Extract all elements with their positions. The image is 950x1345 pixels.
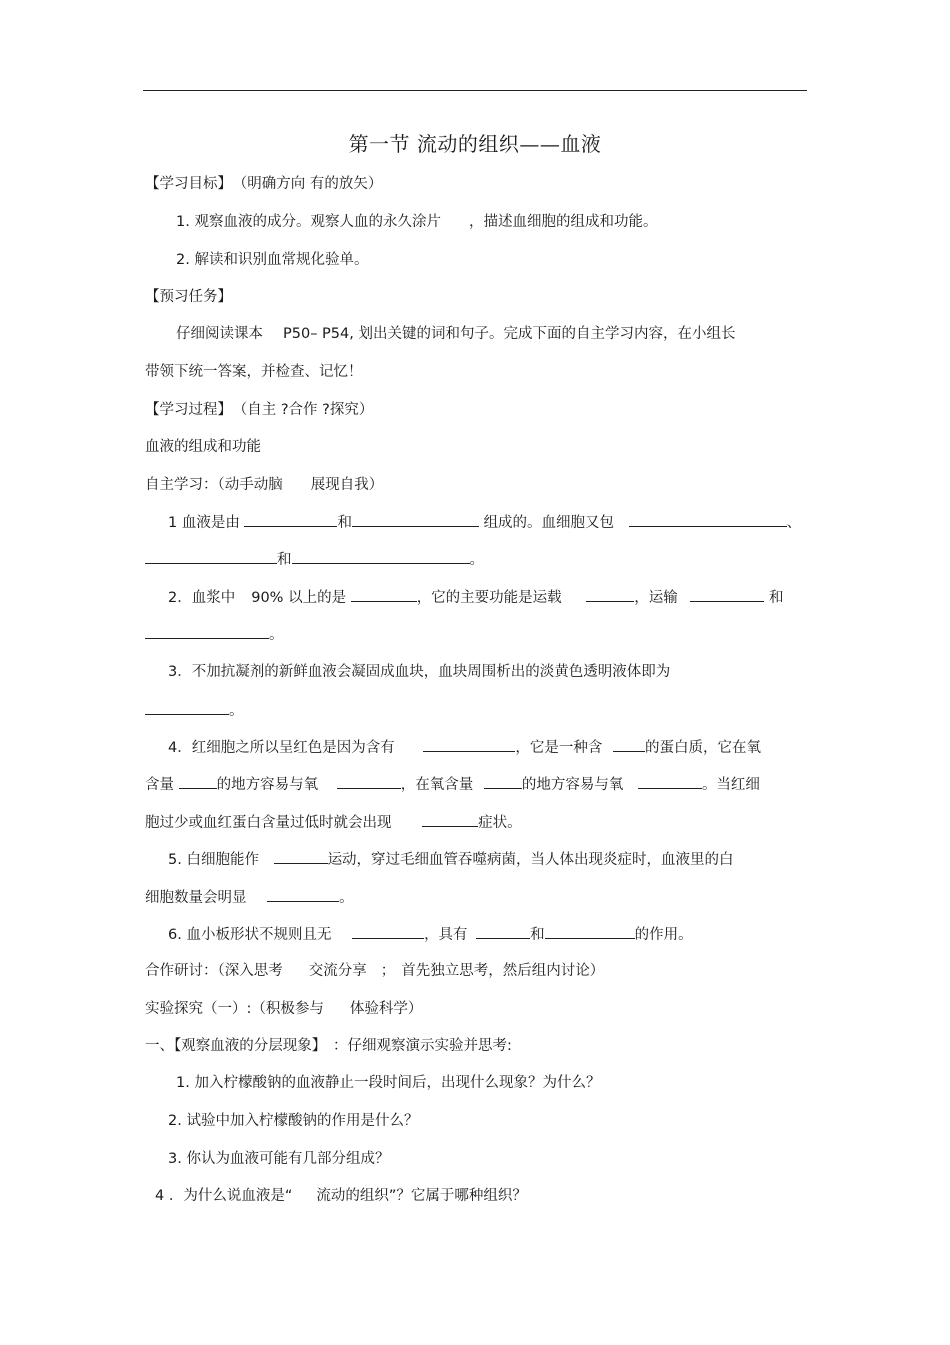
q4-h: 。当红细 bbox=[701, 777, 760, 793]
q1-a: 1 血液是由 bbox=[168, 515, 240, 531]
blank[interactable] bbox=[484, 774, 522, 789]
self-study-sub: 展现自我） bbox=[310, 477, 384, 493]
blank[interactable] bbox=[274, 849, 328, 864]
question-3-line1: 3．不加抗凝剂的新鲜血液会凝固成血块，血块周围析出的淡黄色透明液体即为 bbox=[168, 664, 671, 680]
blank[interactable] bbox=[352, 924, 424, 939]
preview-p2: 带领下统一答案，并检查、记忆！ bbox=[145, 364, 363, 380]
question-2-line1 bbox=[168, 587, 784, 608]
self-study-line bbox=[145, 475, 383, 495]
blank[interactable] bbox=[337, 774, 401, 789]
eq2-b: 中加入柠檬酸钠的作用是什么？ bbox=[215, 1113, 419, 1129]
objectives-heading: 【学习目标】 bbox=[145, 176, 232, 192]
preview-heading: 【预习任务】 bbox=[145, 289, 232, 305]
blank[interactable] bbox=[545, 924, 635, 939]
q1-c: 组成的。血细胞又包 bbox=[483, 515, 615, 531]
q4-a: 4．红细胞之所以呈红色是因为含有 bbox=[168, 740, 395, 756]
coop-b: 交流分享 bbox=[308, 963, 367, 979]
objective-1 bbox=[176, 212, 657, 232]
sec1-b: ：仔细观察演示实验并思考: bbox=[333, 1038, 512, 1054]
preview-p1 bbox=[176, 324, 735, 344]
q1-f: 。 bbox=[469, 552, 484, 568]
blank[interactable] bbox=[423, 737, 515, 752]
exp-question-1: 1. 加入柠檬酸钠的血液静止一段时间后，出现什么现象？为什么？ bbox=[176, 1075, 601, 1091]
self-study-label: 自主学习：（动手动脑 bbox=[145, 477, 283, 493]
exp-question-3: 3. 你认为血液可能有几部分组成？ bbox=[168, 1151, 390, 1167]
blank[interactable] bbox=[476, 924, 530, 939]
q4-b: ，它是一种含 bbox=[515, 740, 603, 756]
exp-question-4 bbox=[155, 1186, 527, 1206]
eq4-a: 4 ．为什么说血液是“ bbox=[155, 1188, 293, 1204]
objectives-heading-line bbox=[145, 174, 382, 194]
q4-j: 症状。 bbox=[478, 815, 522, 831]
q6-a: 6. 血小板形状不规则且无 bbox=[168, 927, 332, 943]
blank[interactable] bbox=[629, 512, 787, 527]
q5-c: 细胞数量会明显 bbox=[145, 890, 247, 906]
blank[interactable] bbox=[638, 774, 702, 789]
blank[interactable] bbox=[352, 512, 479, 527]
topic-heading: 血液的组成和功能 bbox=[145, 439, 261, 455]
q1-b: 和 bbox=[337, 515, 352, 531]
blank[interactable] bbox=[145, 624, 269, 639]
question-2-line2 bbox=[145, 624, 284, 645]
blank[interactable] bbox=[145, 549, 277, 564]
objective-1-b: ，描述血细胞的组成和功能。 bbox=[468, 214, 658, 230]
blank[interactable] bbox=[267, 887, 339, 902]
eq2-a: 2. 试验 bbox=[168, 1113, 216, 1129]
q2-e: 和 bbox=[769, 590, 784, 606]
q2-d: ，运输 bbox=[634, 590, 678, 606]
question-4-line3 bbox=[145, 812, 522, 833]
q4-i: 胞过少或血红蛋白含量过低时就会出现 bbox=[145, 815, 392, 831]
cooperation-line bbox=[145, 961, 604, 981]
objective-2: 2. 解读和识别血常规化验单。 bbox=[176, 252, 369, 268]
q2-c: ，它的主要功能是运载 bbox=[416, 590, 562, 606]
experiment-line bbox=[145, 999, 422, 1019]
q4-c: 的蛋白质，它在氧 bbox=[644, 740, 761, 756]
q1-d: 、 bbox=[786, 515, 802, 531]
coop-a: 合作研讨：（深入思考 bbox=[145, 963, 283, 979]
question-1-line2 bbox=[145, 549, 484, 570]
q3-b: 。 bbox=[229, 703, 244, 719]
header-rule bbox=[143, 90, 807, 91]
q5-b: 运动，穿过毛细血管吞噬病菌，当人体出现炎症时，血液里的白 bbox=[327, 852, 734, 868]
blank[interactable] bbox=[586, 587, 634, 602]
sec1-a: 一、【观察血液的分层现象】 bbox=[145, 1038, 319, 1054]
exp-question-2 bbox=[168, 1111, 418, 1131]
blank[interactable] bbox=[145, 700, 229, 715]
q5-d: 。 bbox=[339, 890, 354, 906]
q4-e: 的地方容易与氧 bbox=[216, 777, 319, 793]
q5-a: 5. 白细胞能作 bbox=[168, 852, 259, 868]
q2-a: 2．血浆中 bbox=[168, 590, 236, 606]
q6-c: 和 bbox=[530, 927, 545, 943]
q1-e: 和 bbox=[277, 552, 292, 568]
question-6 bbox=[168, 924, 693, 945]
eq4-b: 流动的组织”？它属于哪种组织？ bbox=[316, 1188, 527, 1204]
objective-1-a: 1. 观察血液的成分。观察人血的永久涂片 bbox=[176, 214, 441, 230]
blank[interactable] bbox=[422, 812, 478, 827]
question-4-line2 bbox=[145, 774, 760, 795]
q4-g: 的地方容易与氧 bbox=[521, 777, 624, 793]
preview-p1-b: P50– P54, 划出关键的词和句子。完成下面的自主学习内容，在小组长 bbox=[283, 326, 736, 342]
blank[interactable] bbox=[179, 774, 217, 789]
q6-d: 的作用。 bbox=[634, 927, 693, 943]
blank[interactable] bbox=[292, 549, 470, 564]
q2-b: 90% 以上的是 bbox=[251, 590, 347, 606]
coop-c: ； bbox=[380, 963, 396, 979]
coop-d: 首先独立思考，然后组内讨论） bbox=[401, 963, 605, 979]
section-1-heading bbox=[145, 1036, 512, 1056]
q4-f: ，在氧含量 bbox=[400, 777, 474, 793]
question-5-line2 bbox=[145, 887, 354, 908]
objectives-sub: （明确方向 有的放矢） bbox=[240, 176, 383, 192]
blank[interactable] bbox=[690, 587, 764, 602]
q4-d: 含量 bbox=[145, 777, 174, 793]
process-sub: （自主 ?合作 ?探究） bbox=[240, 402, 374, 418]
exp-a: 实验探究（一）:（积极参与 bbox=[145, 1001, 324, 1017]
blank[interactable] bbox=[351, 587, 417, 602]
question-1-line1 bbox=[168, 512, 801, 533]
process-heading: 【学习过程】 bbox=[145, 402, 232, 418]
process-heading-line bbox=[145, 400, 373, 420]
question-4-line1 bbox=[168, 737, 761, 758]
preview-p1-a: 仔细阅读课本 bbox=[176, 326, 263, 342]
question-5-line1 bbox=[168, 849, 734, 870]
exp-b: 体验科学） bbox=[349, 1001, 423, 1017]
q2-f: 。 bbox=[269, 627, 284, 643]
blank[interactable] bbox=[244, 512, 337, 527]
q6-b: ，具有 bbox=[424, 927, 468, 943]
question-3-line2 bbox=[145, 700, 244, 721]
blank[interactable] bbox=[613, 737, 645, 752]
page-title: 第一节 流动的组织——血液 bbox=[348, 132, 602, 156]
